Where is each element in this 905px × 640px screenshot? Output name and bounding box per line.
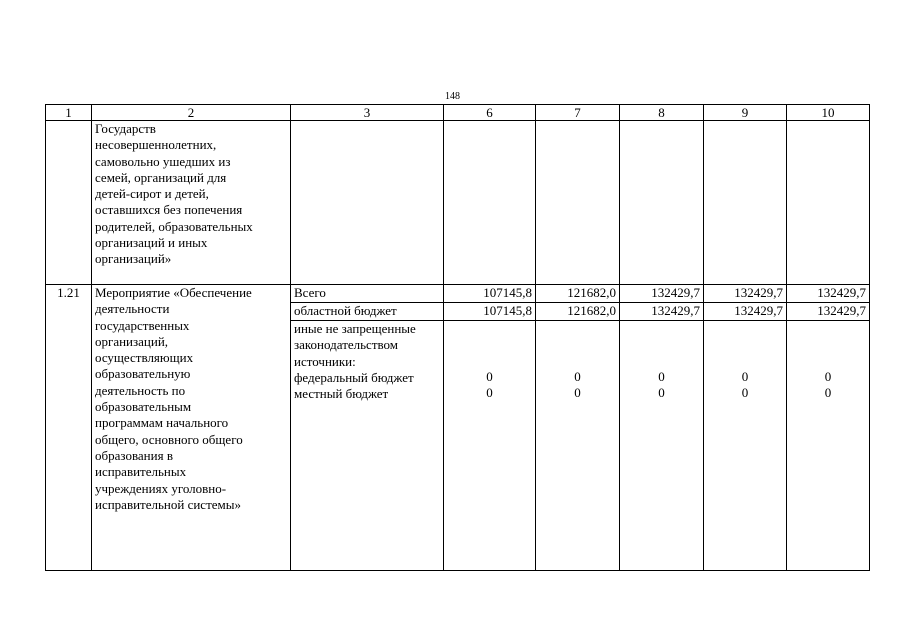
value-text: 0 0 xyxy=(741,369,749,401)
empty-cell xyxy=(444,121,536,285)
value-cell: 132429,7 xyxy=(787,303,870,321)
value-cell: 132429,7 xyxy=(787,285,870,303)
activity-name: Мероприятие «Обеспечение деятельности государственных организаций, осуществляющих образовательную деятельность по образовательным программам начального общего, основного общего образования в исправительных учреждениях уголовно- исправительной системы» xyxy=(92,285,291,571)
value-cell: 121682,0 xyxy=(536,285,620,303)
column-header: 2 xyxy=(92,105,291,121)
value-cell: 132429,7 xyxy=(620,285,704,303)
empty-cell xyxy=(787,121,870,285)
value-text: 0 0 xyxy=(658,369,665,401)
value-cell: 132429,7 xyxy=(704,285,787,303)
column-header: 9 xyxy=(704,105,787,121)
value-cell xyxy=(444,321,536,571)
column-header: 1 xyxy=(46,105,92,121)
funding-source: иные не запрещенные законодательством источники: федеральный бюджет местный бюджет xyxy=(291,321,444,571)
value-cell xyxy=(787,321,870,571)
header-row xyxy=(46,105,870,121)
value-cell: 132429,7 xyxy=(704,303,787,321)
activity-name: Государств несовершеннолетних, самовольно ушедших из семей, организаций для детей-сирот и детей, оставшихся без попечения родителей, образовательных организаций и иных организаций» xyxy=(92,121,291,285)
table-row-continued xyxy=(46,121,870,285)
value-cell xyxy=(620,321,704,571)
column-header: 6 xyxy=(444,105,536,121)
column-header: 7 xyxy=(536,105,620,121)
funding-source: Всего xyxy=(291,285,444,303)
row-number: 1.21 xyxy=(46,285,92,571)
value-cell xyxy=(704,321,787,571)
empty-cell xyxy=(620,121,704,285)
empty-cell xyxy=(291,121,444,285)
column-header: 10 xyxy=(787,105,870,121)
value-text: 0 0 xyxy=(574,369,581,401)
empty-cell xyxy=(704,121,787,285)
value-text: 0 0 xyxy=(486,369,493,401)
empty-cell xyxy=(536,121,620,285)
value-cell: 107145,8 xyxy=(444,285,536,303)
value-cell xyxy=(536,321,620,571)
value-cell: 107145,8 xyxy=(444,303,536,321)
column-header: 3 xyxy=(291,105,444,121)
value-cell: 121682,0 xyxy=(536,303,620,321)
row-number xyxy=(46,121,92,285)
value-cell: 132429,7 xyxy=(620,303,704,321)
page-number: 148 xyxy=(445,91,460,102)
table-row-total xyxy=(46,285,870,303)
funding-source: областной бюджет xyxy=(291,303,444,321)
column-header: 8 xyxy=(620,105,704,121)
budget-table xyxy=(45,104,870,571)
value-text: 0 0 xyxy=(824,369,832,401)
